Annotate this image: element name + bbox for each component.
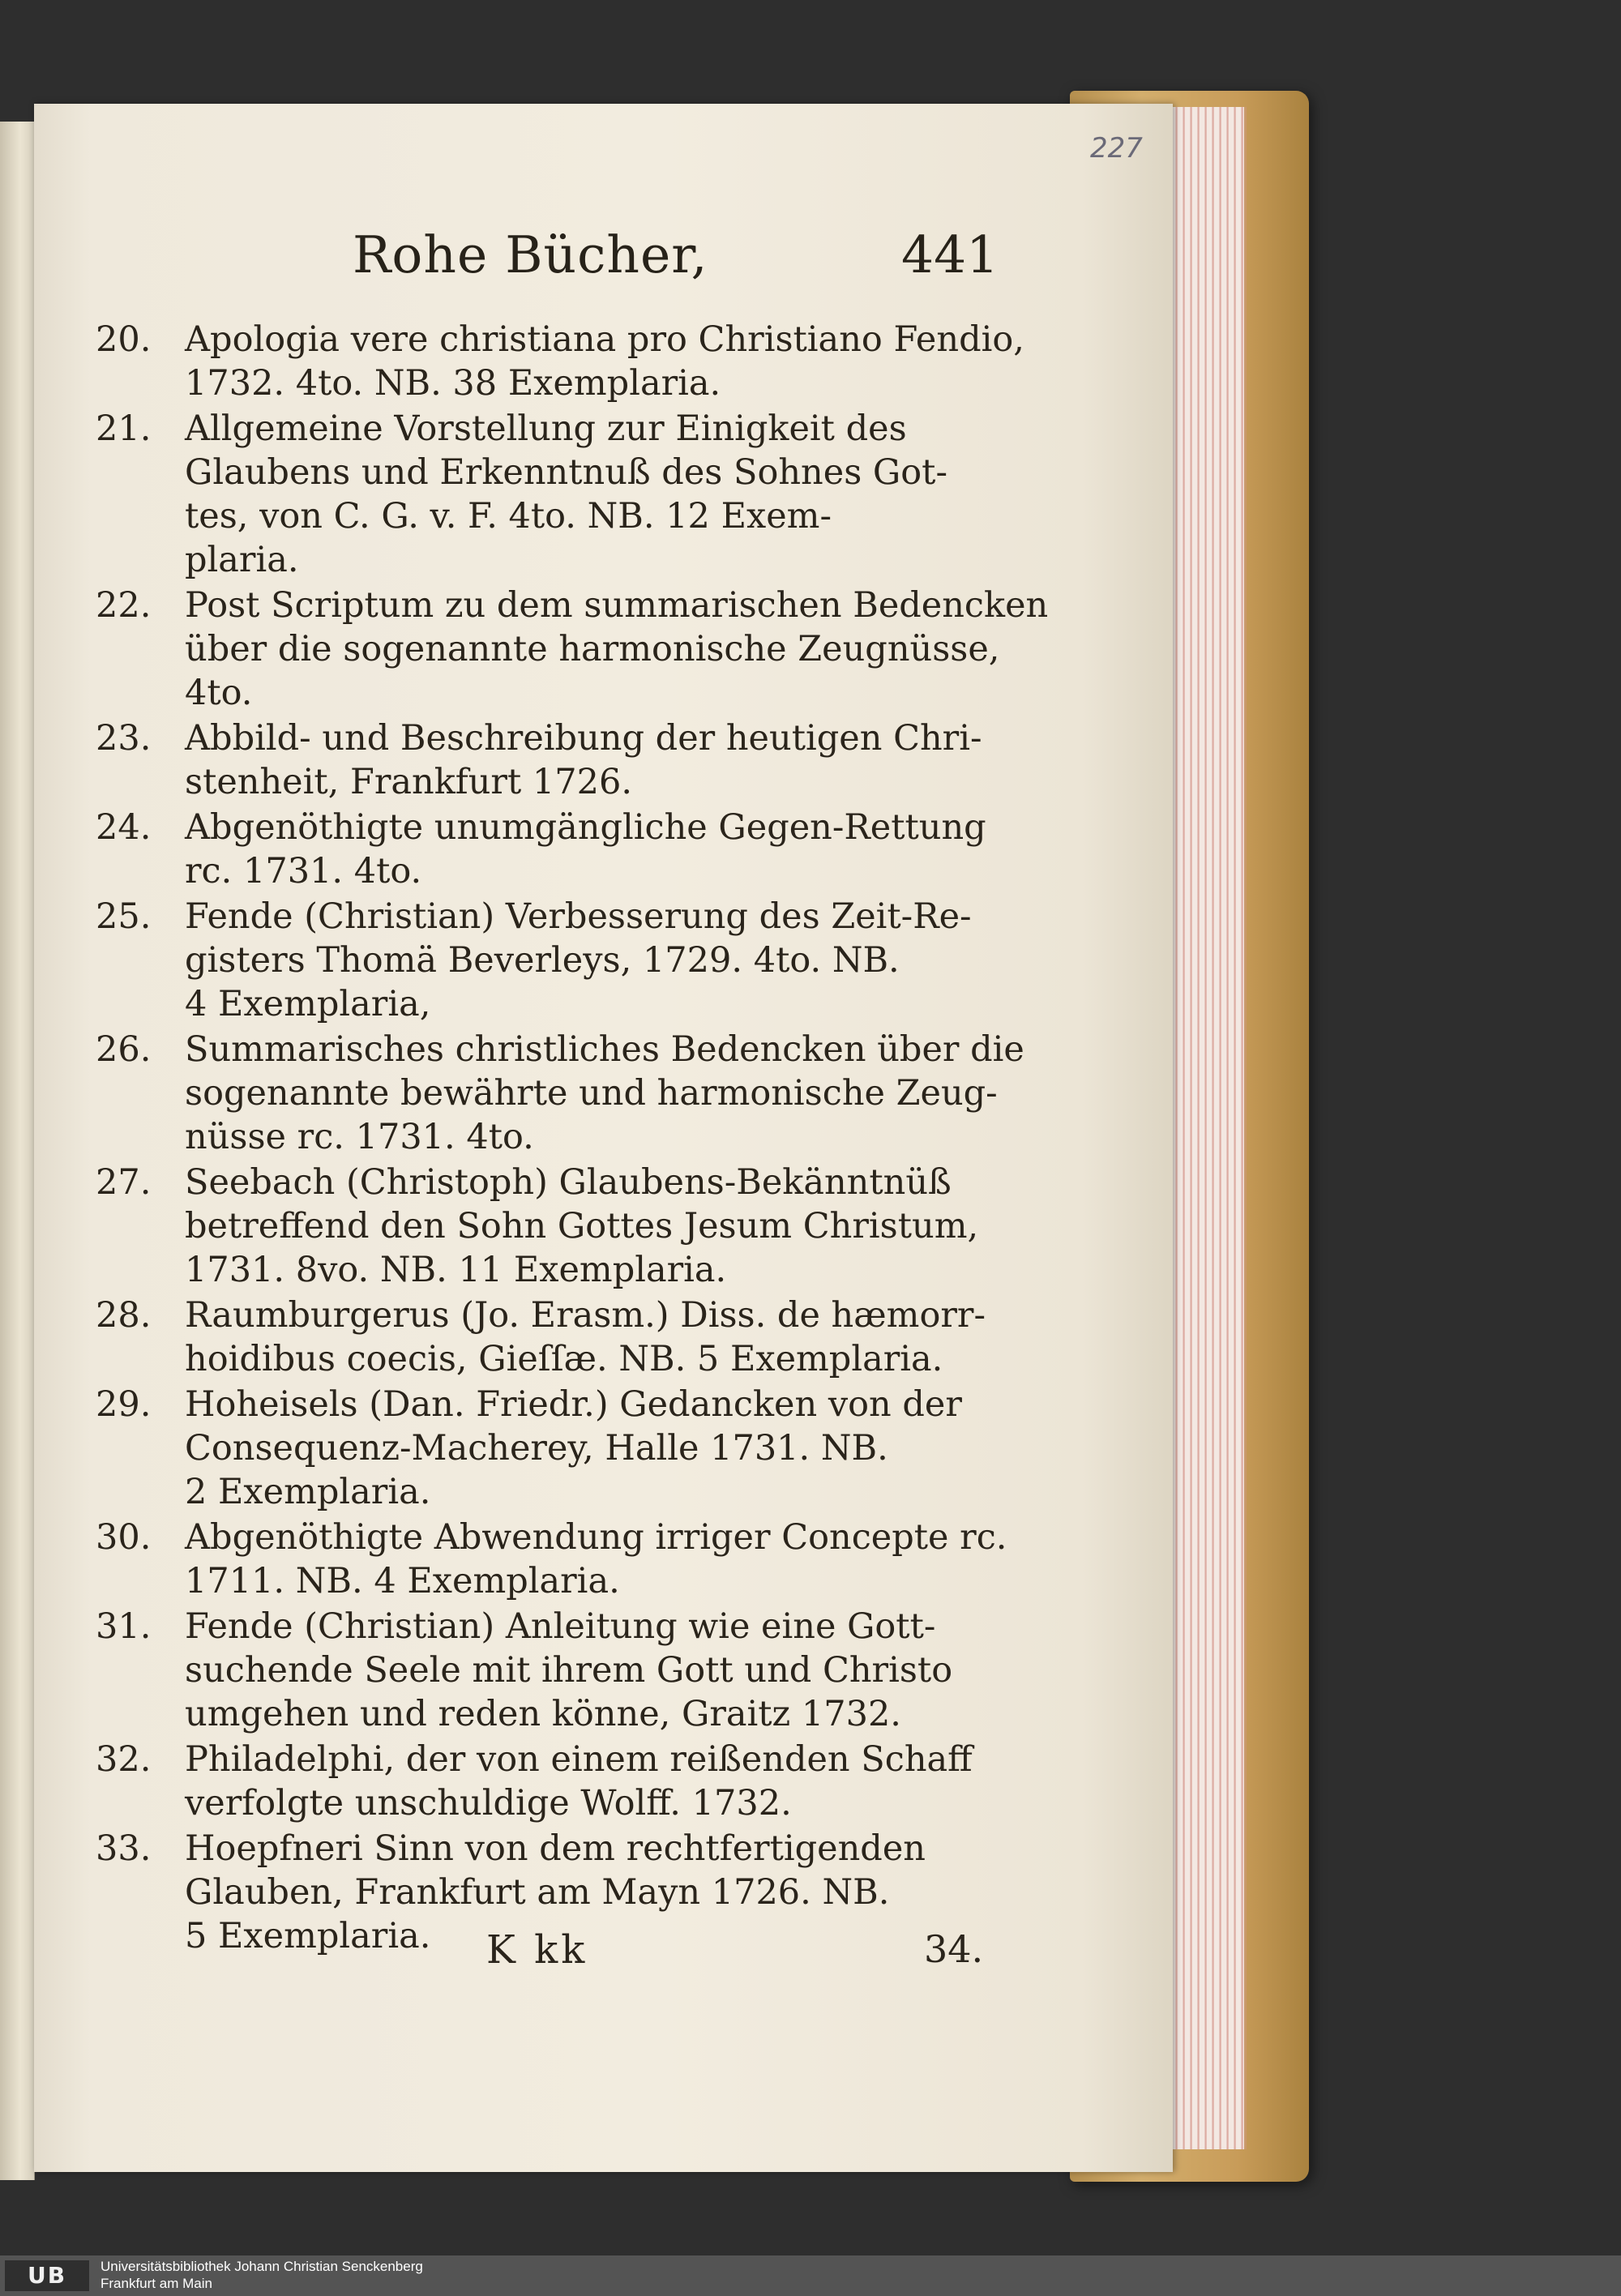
entry-number: 21.	[96, 408, 152, 449]
entry-text-line: Post Scriptum zu dem summarischen Bedencken	[185, 585, 1049, 626]
entry-number: 33.	[96, 1828, 152, 1869]
entry-text-line: 1731. 8vo. NB. 11 Exemplaria.	[185, 1250, 727, 1290]
footer-line-1: Universitätsbibliothek Johann Christian Senckenberg	[101, 2259, 423, 2274]
entry-text-line: 1732. 4to. NB. 38 Exemplaria.	[185, 363, 721, 404]
entry-text-line: sogenannte bewährte und harmonische Zeug-	[185, 1073, 998, 1114]
entry-text-line: rc. 1731. 4to.	[185, 851, 422, 891]
page-number: 441	[901, 225, 999, 284]
catalog-entry	[96, 716, 999, 804]
catalog-entry	[96, 318, 1024, 405]
entry-number: 31.	[96, 1606, 152, 1647]
entry-text-line: Abbild- und Beschreibung der heutigen Chri-	[185, 718, 982, 759]
entry-text-line: Abgenöthigte Abwendung irriger Concepte rc.	[185, 1517, 1007, 1558]
catalog-entry	[96, 584, 1049, 715]
entry-number: 26.	[96, 1029, 152, 1070]
entry-number: 23.	[96, 718, 152, 759]
entry-text-line: 1711. NB. 4 Exemplaria.	[185, 1561, 620, 1601]
entry-text-line: tes, von C. G. v. F. 4to. NB. 12 Exem-	[185, 496, 832, 537]
footer-text	[101, 2258, 423, 2292]
entry-number: 30.	[96, 1517, 152, 1558]
entry-number: 24.	[96, 807, 152, 848]
entry-text-line: 4 Exemplaria,	[185, 984, 431, 1024]
entry-text-line: Glaubens und Erkenntnuß des Sohnes Got-	[185, 452, 947, 493]
entry-text-line: Abgenöthigte unumgängliche Gegen-Rettung	[185, 807, 986, 848]
catalog-entry	[96, 895, 999, 1026]
entry-text-line: nüsse rc. 1731. 4to.	[185, 1117, 534, 1157]
entry-number: 28.	[96, 1295, 152, 1336]
entry-text-line: Philadelphi, der von einem reißenden Schaff	[185, 1739, 973, 1780]
catalog-entry	[96, 1293, 999, 1381]
entry-text-line: betreffend den Sohn Gottes Jesum Christum,	[185, 1206, 979, 1246]
entry-text-line: Seebach (Christoph) Glaubens-Bekänntnüß	[185, 1162, 952, 1203]
entry-list	[96, 318, 1049, 1960]
entry-text-line: umgehen und reden könne, Graitz 1732.	[185, 1694, 901, 1734]
entry-text-line: gisters Thomä Beverleys, 1729. 4to. NB.	[185, 940, 900, 981]
left-page-strip	[0, 122, 35, 2180]
entry-text-line: hoidibus coecis, Gieſſæ. NB. 5 Exemplaria.	[185, 1339, 943, 1379]
entry-number: 27.	[96, 1162, 152, 1203]
catalog-entry	[96, 1161, 999, 1292]
entry-text-line: Allgemeine Vorstellung zur Einigkeit des	[185, 408, 907, 449]
entry-text-line: 4to.	[185, 673, 253, 713]
pencil-note: 227	[1090, 132, 1143, 165]
entry-text-line: Glauben, Frankfurt am Mayn 1726. NB.	[185, 1872, 890, 1913]
entry-text-line: Fende (Christian) Verbesserung des Zeit-Re-	[185, 896, 972, 937]
entry-text-line: suchende Seele mit ihrem Gott und Christo	[185, 1650, 953, 1691]
catchword: 34.	[924, 1927, 984, 1971]
catalog-entry	[96, 1605, 999, 1736]
footer-line-2: Frankfurt am Main	[101, 2276, 212, 2291]
entry-text-line: verfolgte unschuldige Wolff. 1732.	[185, 1783, 792, 1824]
catalog-entry	[96, 1028, 1024, 1159]
entry-text-line: Raumburgerus (Jo. Erasm.) Diss. de hæmorr-	[185, 1295, 986, 1336]
signature-mark: K kk	[486, 1927, 588, 1973]
catalog-entry	[96, 407, 999, 582]
entry-text-line: 5 Exemplaria.	[185, 1916, 431, 1956]
running-head: Rohe Bücher,	[353, 225, 708, 284]
entry-text-line: Hoheisels (Dan. Friedr.) Gedancken von der	[185, 1384, 962, 1425]
catalog-entry	[96, 1738, 999, 1825]
entry-text-line: plaria.	[185, 540, 299, 580]
library-logo: UB	[5, 2260, 89, 2291]
catalog-entry	[96, 1516, 1007, 1603]
entry-text-line: Summarisches christliches Bedencken über die	[185, 1029, 1024, 1070]
catalog-entry	[96, 1383, 999, 1514]
catalog-entry	[96, 806, 999, 893]
entry-text-line: 2 Exemplaria.	[185, 1472, 431, 1512]
entry-text-line: Hoepfneri Sinn von dem rechtfertigenden	[185, 1828, 926, 1869]
entry-text-line: Consequenz-Macherey, Halle 1731. NB.	[185, 1428, 888, 1469]
entry-number: 22.	[96, 585, 152, 626]
entry-number: 29.	[96, 1384, 152, 1425]
entry-text-line: über die sogenannte harmonische Zeugnüsse,	[185, 629, 1000, 669]
entry-text-line: Apologia vere christiana pro Christiano Fendio,	[185, 319, 1024, 360]
entry-number: 32.	[96, 1739, 152, 1780]
entry-number: 25.	[96, 896, 152, 937]
entry-text-line: Fende (Christian) Anleitung wie eine Gott-	[185, 1606, 936, 1647]
entry-number: 20.	[96, 319, 152, 360]
entry-text-line: stenheit, Frankfurt 1726.	[185, 762, 632, 802]
